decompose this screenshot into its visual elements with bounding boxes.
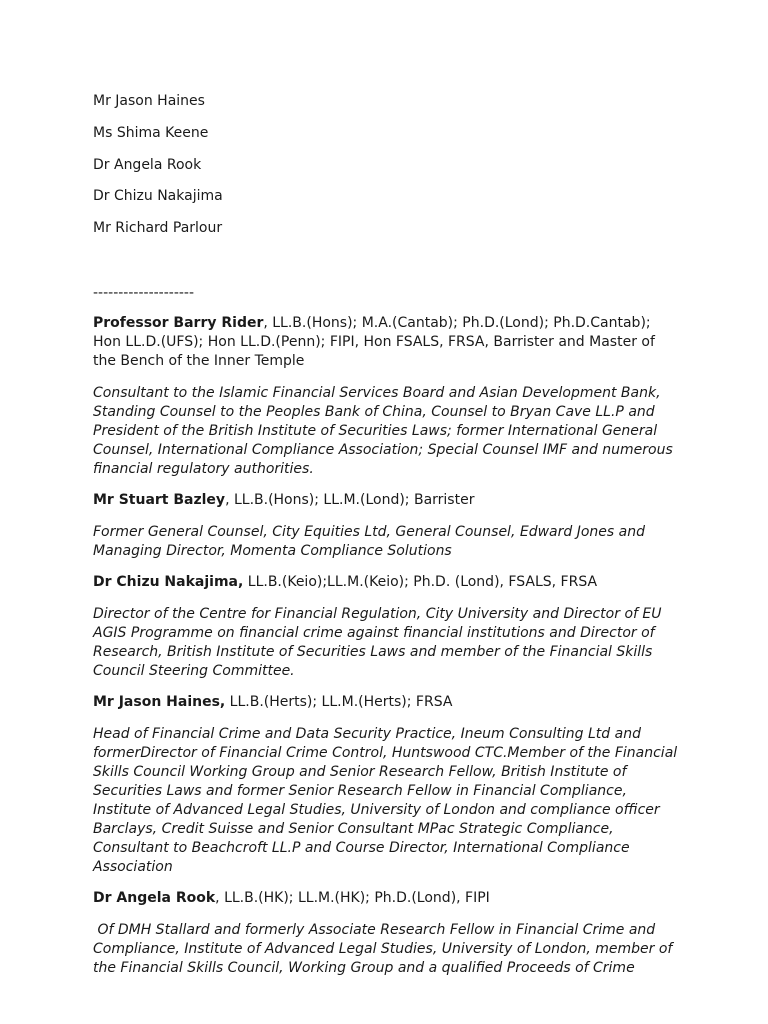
bio-description-line: Securities Laws and former Senior Research Fellow in Financial Compliance,: [93, 782, 627, 799]
name-item: Dr Chizu Nakajima: [93, 188, 223, 205]
bio-description: [93, 921, 693, 978]
bio-heading: [93, 314, 693, 371]
bio-entry: [93, 889, 693, 978]
bio-description: [93, 523, 693, 561]
bio-description-line: Managing Director, Momenta Compliance Solutions: [93, 542, 452, 559]
bio-description-line: the Financial Skills Council, Working Group and a qualified Proceeds of Crime: [93, 959, 635, 976]
bio-description-line: Former General Counsel, City Equities Ltd, General Counsel, Edward Jones and: [93, 523, 645, 540]
bio-heading: [93, 693, 693, 712]
bio-name: Professor Barry Rider: [93, 315, 264, 331]
bio-name: Dr Chizu Nakajima,: [93, 574, 244, 590]
bio-description-line: Barclays, Credit Suisse and Senior Consultant MPac Strategic Compliance,: [93, 820, 614, 837]
bio-name: Mr Jason Haines,: [93, 694, 226, 710]
name-item: Mr Jason Haines: [93, 93, 205, 109]
bio-credentials: , LL.B.(HK); LL.M.(HK); Ph.D.(Lond), FIPI: [215, 890, 490, 906]
bio-description-line: financial regulatory authorities.: [93, 460, 314, 477]
bio-description-line: Skills Council Working Group and Senior Research Fellow, British Institute of: [93, 763, 627, 780]
bio-heading: [93, 889, 693, 908]
bio-description-line: Institute of Advanced Legal Studies, University of London and compliance officer: [93, 801, 660, 818]
bio-description-line: formerDirector of Financial Crime Control, Huntswood CTC.Member of the Financial: [93, 744, 678, 761]
bio-entry: [93, 693, 693, 877]
bio-heading: [93, 573, 693, 592]
biographies: [93, 314, 693, 990]
name-item: Dr Angela Rook: [93, 156, 202, 173]
bio-description-line: Of DMH Stallard and formerly Associate Research Fellow in Financial Crime and: [93, 921, 656, 938]
bio-name: Mr Stuart Bazley: [93, 492, 226, 508]
bio-description-line: Standing Counsel to the Peoples Bank of China, Counsel to Bryan Cave LL.P and: [93, 403, 655, 420]
bio-description-line: Compliance, Institute of Advanced Legal Studies, University of London, member of: [93, 940, 673, 957]
bio-entry: [93, 491, 693, 561]
bio-credentials: , LL.B.(Hons); LL.M.(Lond); Barrister: [225, 492, 475, 508]
bio-credentials: LL.B.(Keio);LL.M.(Keio); Ph.D. (Lond), FSALS, FRSA: [243, 574, 598, 590]
bio-description-line: Counsel, International Compliance Association; Special Counsel IMF and numerous: [93, 441, 673, 458]
bio-description-line: Head of Financial Crime and Data Security Practice, Ineum Consulting Ltd and: [93, 725, 641, 742]
bio-entry: [93, 314, 693, 479]
bio-credentials: LL.B.(Herts); LL.M.(Herts); FRSA: [225, 694, 453, 710]
bio-description-line: Consultant to the Islamic Financial Services Board and Asian Development Bank,: [93, 384, 661, 401]
bio-description-line: Consultant to Beachcroft LL.P and Course Director, International Compliance: [93, 839, 630, 856]
bio-credentials: the Bench of the Inner Temple: [93, 353, 305, 369]
bio-description-line: AGIS Programme on financial crime against financial institutions and Director of: [93, 624, 655, 641]
names-list: [93, 92, 223, 251]
bio-description-line: Council Steering Committee.: [93, 662, 295, 679]
bio-name: Dr Angela Rook: [93, 890, 216, 906]
bio-credentials: , LL.B.(Hons); M.A.(Cantab); Ph.D.(Lond); Ph.D.Cantab);: [263, 315, 651, 331]
bio-description-line: Director of the Centre for Financial Regulation, City University and Director of EU: [93, 605, 662, 622]
bio-entry: [93, 573, 693, 681]
bio-description: [93, 384, 693, 479]
bio-description-line: President of the British Institute of Securities Laws; former International General: [93, 422, 658, 439]
bio-description-line: Association: [93, 858, 173, 875]
bio-heading: [93, 491, 693, 510]
bio-description: [93, 605, 693, 681]
separator-line: --------------------: [93, 285, 195, 301]
bio-credentials: Hon LL.D.(UFS); Hon LL.D.(Penn); FIPI, Hon FSALS, FRSA, Barrister and Master of: [93, 334, 655, 350]
name-item: Mr Richard Parlour: [93, 220, 223, 236]
bio-description: [93, 725, 693, 877]
bio-description-line: Research, British Institute of Securities Laws and member of the Financial Skills: [93, 643, 653, 660]
name-item: Ms Shima Keene: [93, 124, 209, 141]
